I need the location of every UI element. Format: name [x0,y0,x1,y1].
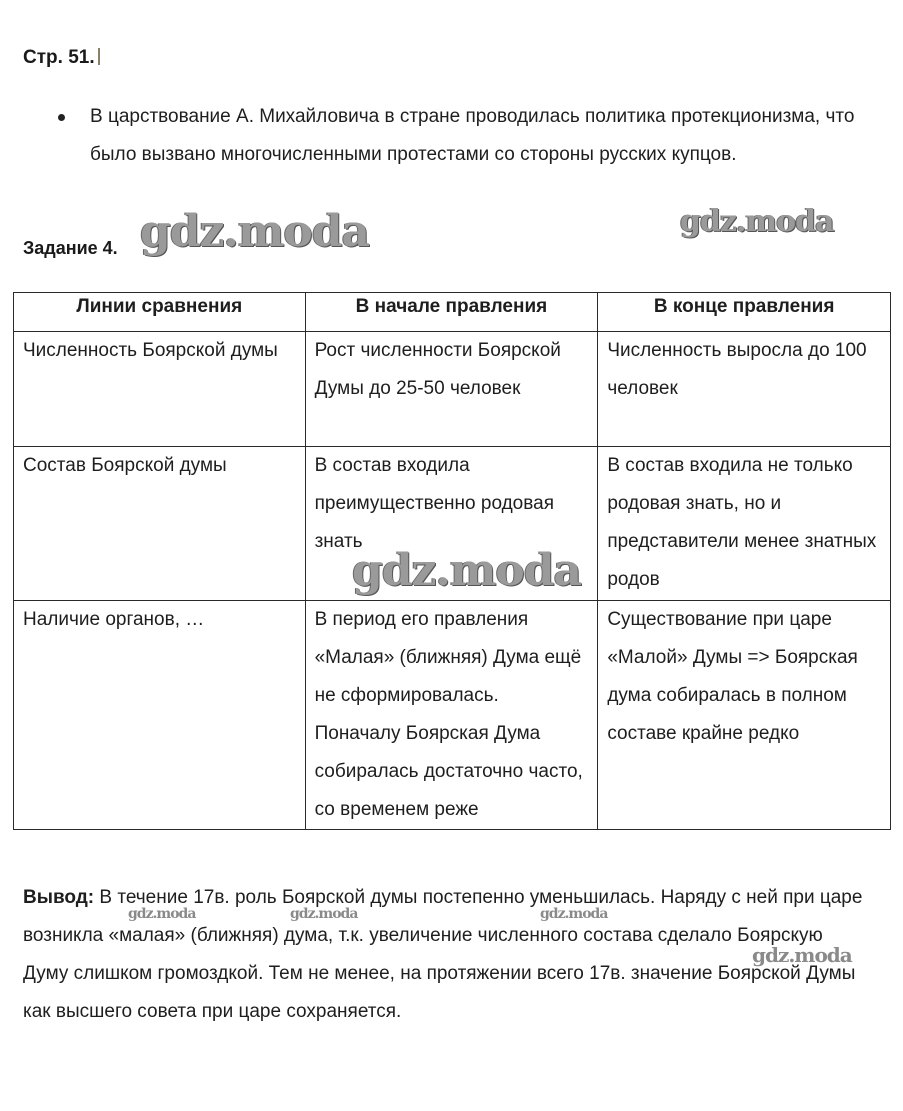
table-row [14,601,891,830]
conclusion-text: В течение 17в. роль Боярской думы постепенно уменьшилась. Наряду с ней при царе возникла «малая» (ближняя) дума, т.к. увеличение численного состава сделало Боярскую Думу слишком громоздкой. Тем не менее, на протяжении всего 17в. значение Боярской Думы как высшего совета при царе сохраняется. [23,887,863,1022]
watermark: gdz.moda [128,906,196,922]
table-cell: Рост численности Боярской Думы до 25-50 человек [305,332,598,447]
watermark: gdz.moda [290,906,358,922]
table-header-row [14,293,891,332]
watermark: gdz.moda [540,906,608,922]
task-title: Задание 4. [23,238,118,258]
table-cell: Численность выросла до 100 человек [598,332,891,447]
bullet-icon [58,114,65,121]
watermark: gdz.moda [680,204,834,239]
column-header: В конце правления [598,293,891,332]
watermark: gdz.moda [752,943,852,967]
comparison-table [13,292,891,830]
table-cell: В период его правления «Малая» (ближняя) Дума ещё не сформировалась. Поначалу Боярская Дума собиралась достаточно часто, со временем реже [305,601,598,830]
table-cell: В состав входила преимущественно родовая знать [305,447,598,601]
text-cursor [98,48,100,65]
column-header: Линии сравнения [14,293,306,332]
conclusion-label: Вывод: [23,887,95,908]
watermark: gdz.moda [352,545,582,596]
table-cell: Численность Боярской думы [14,332,306,447]
table-cell: Наличие органов, … [14,601,306,830]
bullet-list-item [58,98,858,174]
column-header: В начале правления [305,293,598,332]
page-number-text: Стр. 51. [23,47,95,68]
table-cell: Состав Боярской думы [14,447,306,601]
table-cell: Существование при царе «Малой» Думы => Боярская дума собиралась в полном составе крайне редко [598,601,891,830]
page-label [23,47,100,69]
conclusion-paragraph [23,879,873,1031]
watermark: gdz.moda [140,206,370,257]
table-cell: В состав входила не только родовая знать, но и представители менее знатных родов [598,447,891,601]
bullet-text: В царствование А. Михайловича в стране проводилась политика протекционизма, что было вызвано многочисленными протестами со стороны русских купцов. [90,106,855,165]
table-row [14,332,891,447]
table-row [14,447,891,601]
